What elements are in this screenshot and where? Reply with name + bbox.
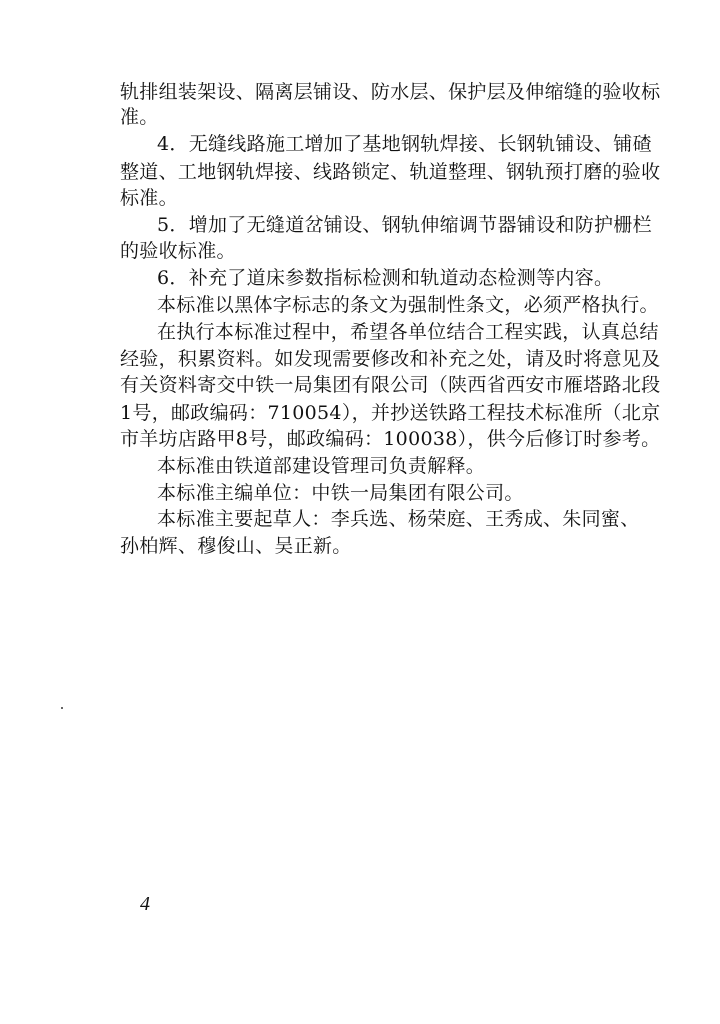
text-line: 6．补充了道床参数指标检测和轨道动态检测等内容。 [157, 267, 614, 289]
text-line: 1号，邮政编码：710054），并抄送铁路工程技术标准所（北京 [120, 402, 661, 424]
page-number: 4 [140, 893, 150, 915]
text-line: 的验收标准。 [120, 240, 236, 262]
text-line: 准。 [120, 106, 159, 128]
text-line: 整道、工地钢轨焊接、线路锁定、轨道整理、钢轨预打磨的验收 [120, 161, 661, 183]
text-line: 4．无缝线路施工增加了基地钢轨焊接、长钢轨铺设、铺碴 [157, 133, 652, 155]
text-line: 5．增加了无缝道岔铺设、钢轨伸缩调节器铺设和防护栅栏 [157, 214, 652, 236]
scan-speck [61, 707, 63, 709]
text-line: 标准。 [120, 187, 178, 209]
text-line: 本标准主要起草人：李兵选、杨荣庭、王秀成、朱同蜜、 [157, 508, 640, 530]
text-line: 本标准主编单位：中铁一局集团有限公司。 [157, 482, 524, 504]
text-line: 市羊坊店路甲8号，邮政编码：100038），供今后修订时参考。 [120, 428, 661, 450]
text-line: 本标准由铁道部建设管理司负责解释。 [157, 455, 486, 477]
text-line: 本标准以黑体字标志的条文为强制性条文，必须严格执行。 [157, 294, 659, 316]
text-line: 经验，积累资料。如发现需要修改和补充之处，请及时将意见及 [120, 348, 661, 370]
text-line: 轨排组装架设、隔离层铺设、防水层、保护层及伸缩缝的验收标 [120, 81, 661, 103]
text-line: 孙柏辉、穆俊山、吴正新。 [120, 535, 352, 557]
text-line: 在执行本标准过程中，希望各单位结合工程实践，认真总结 [157, 321, 659, 343]
text-line: 有关资料寄交中铁一局集团有限公司（陕西省西安市雁塔路北段 [120, 374, 661, 396]
